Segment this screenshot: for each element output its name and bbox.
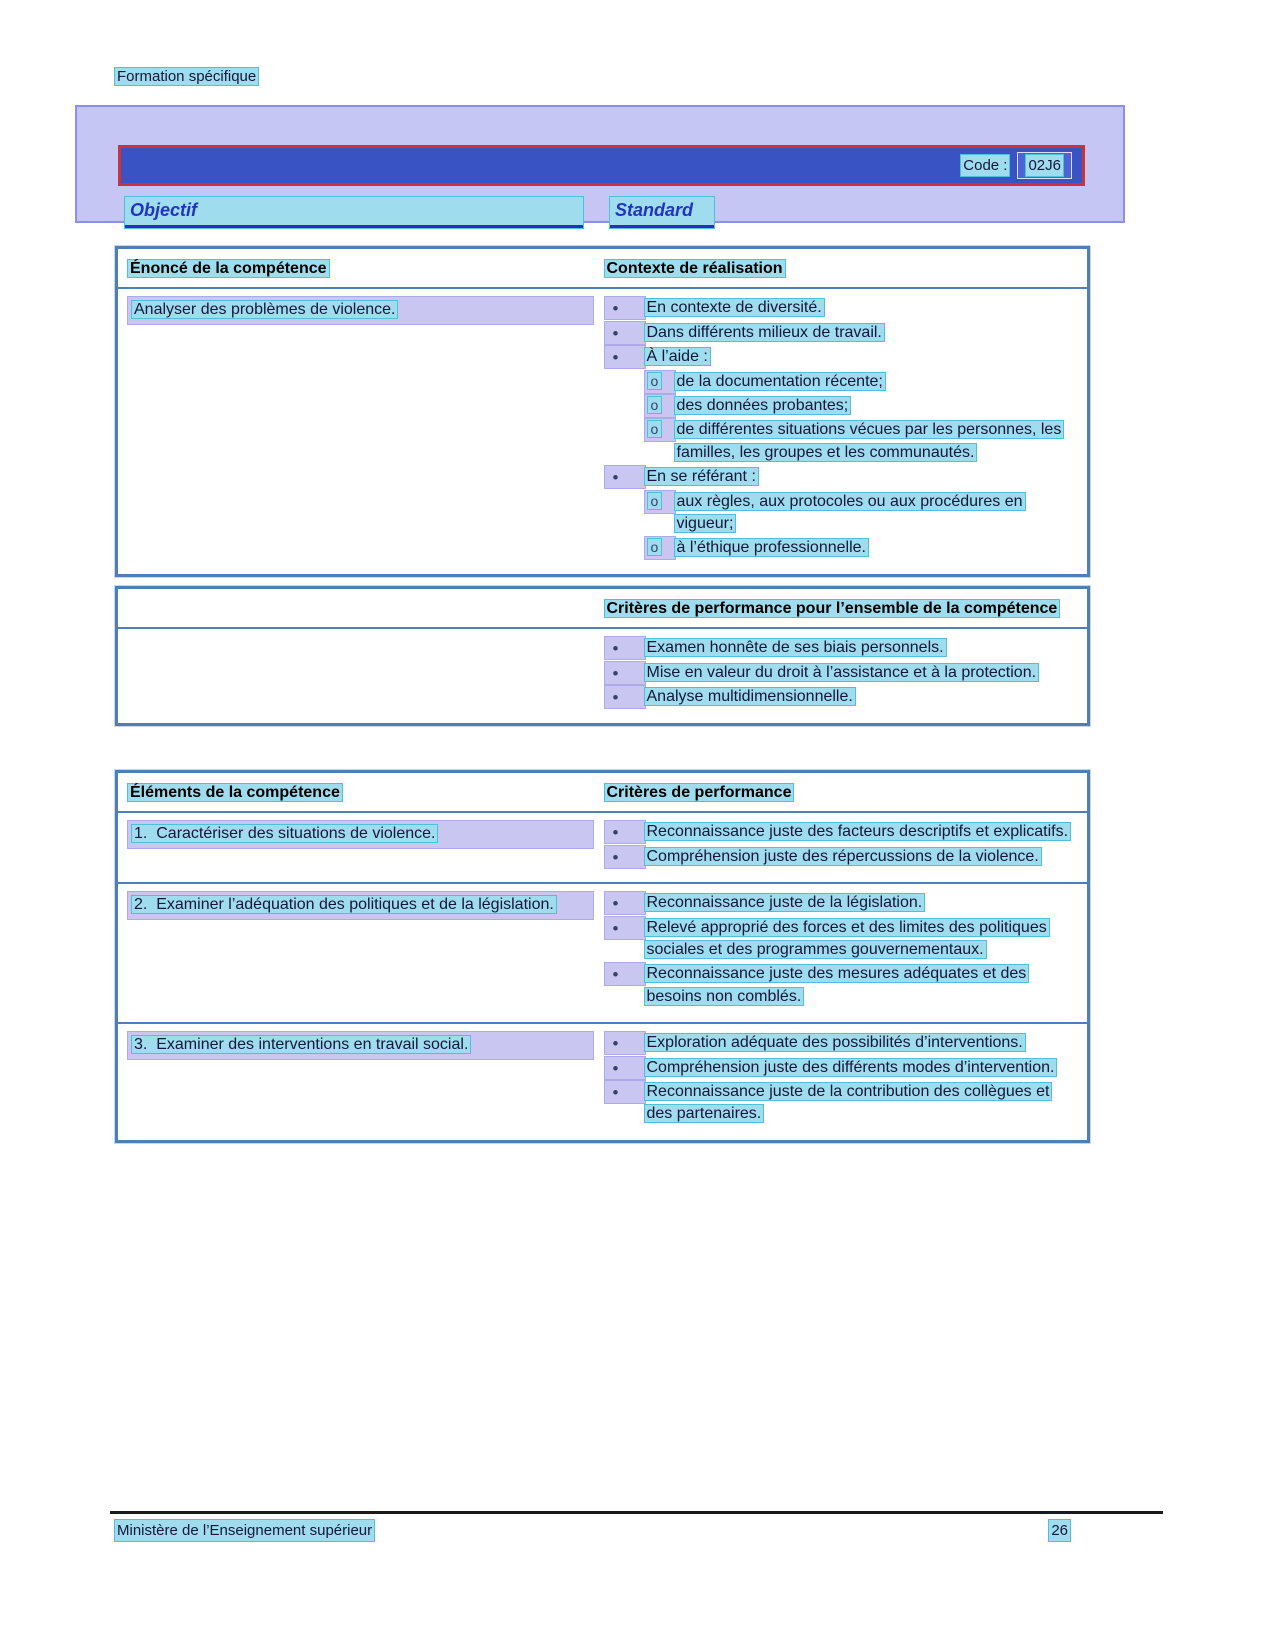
empty-header-cell bbox=[118, 589, 603, 627]
criteria-cell bbox=[603, 813, 1088, 882]
list-item bbox=[605, 846, 1080, 868]
standard-heading: Standard bbox=[610, 197, 714, 228]
circle-bullet-icon bbox=[645, 419, 675, 441]
competence-statement bbox=[128, 297, 593, 323]
column-header-elements: Éléments de la compétence bbox=[130, 784, 340, 801]
element-text: 2. Examiner l’adéquation des politiques et de la législation. bbox=[134, 896, 554, 914]
list-item-text: Relevé approprié des forces et des limites des politiques sociales et des programmes gouvernementaux. bbox=[646, 918, 1047, 958]
list-item-text: Mise en valeur du droit à l’assistance et à la protection. bbox=[646, 663, 1037, 681]
element-row-2 bbox=[118, 882, 1087, 1022]
list-item bbox=[605, 686, 1080, 708]
context-cell bbox=[603, 289, 1088, 573]
code-field bbox=[1017, 152, 1072, 179]
list-item-text: Exploration adéquate des possibilités d’interventions. bbox=[646, 1034, 1023, 1052]
element-text: 3. Examiner des interventions en travail social. bbox=[134, 1036, 469, 1054]
list-item bbox=[605, 322, 1080, 344]
list-item-text: Analyse multidimensionnelle. bbox=[646, 688, 853, 706]
list-item-text: de la documentation récente; bbox=[676, 372, 883, 390]
element-cell bbox=[118, 813, 603, 882]
column-header-criteres-ensemble: Critères de performance pour l’ensemble de la compétence bbox=[606, 600, 1058, 617]
element-statement bbox=[128, 1032, 593, 1058]
circle-bullet-icon bbox=[645, 537, 675, 559]
header-cell bbox=[603, 773, 1088, 811]
objectif-heading: Objectif bbox=[125, 197, 583, 228]
code-bar bbox=[118, 145, 1085, 186]
elements-table-header bbox=[118, 773, 1087, 813]
elements-table bbox=[115, 770, 1090, 1143]
circle-bullet-icon bbox=[645, 491, 675, 513]
sub-list-item bbox=[645, 419, 1080, 464]
list-item-text: Reconnaissance juste des facteurs descriptifs et explicatifs. bbox=[646, 823, 1069, 841]
element-row-3 bbox=[118, 1022, 1087, 1140]
competence-table bbox=[115, 246, 1090, 577]
list-item bbox=[605, 466, 1080, 488]
sub-list-item bbox=[645, 395, 1080, 417]
bullet-icon bbox=[605, 846, 645, 868]
list-item bbox=[605, 821, 1080, 843]
sub-list-item bbox=[645, 491, 1080, 536]
ensemble-table-body bbox=[118, 629, 1087, 722]
ensemble-table-header bbox=[118, 589, 1087, 629]
footer-left-text: Ministère de l’Enseignement supérieur bbox=[117, 1522, 373, 1539]
page-number: 26 bbox=[1051, 1522, 1068, 1539]
competence-table-body bbox=[118, 289, 1087, 573]
list-item-text: Compréhension juste des répercussions de la violence. bbox=[646, 847, 1039, 865]
circle-bullet-icon bbox=[645, 371, 675, 393]
bullet-icon bbox=[605, 466, 645, 488]
bullet-icon bbox=[605, 1081, 645, 1103]
list-item-text: Reconnaissance juste des mesures adéquates et des besoins non comblés. bbox=[646, 965, 1027, 1005]
bullet-icon bbox=[605, 346, 645, 368]
list-item-text: Compréhension juste des différents modes d’intervention. bbox=[646, 1058, 1055, 1076]
bullet-icon bbox=[605, 637, 645, 659]
bullet-icon bbox=[605, 892, 645, 914]
sub-list-item bbox=[645, 537, 1080, 559]
header-cell bbox=[603, 249, 1088, 287]
footer-rule bbox=[110, 1511, 1163, 1514]
list-item bbox=[605, 963, 1080, 1008]
list-item-text: à l’éthique professionnelle. bbox=[676, 539, 866, 557]
header-cell bbox=[603, 589, 1088, 627]
header-banner bbox=[75, 105, 1125, 223]
column-header-contexte: Contexte de réalisation bbox=[606, 260, 783, 277]
statement-cell bbox=[118, 289, 603, 573]
list-item-text: aux règles, aux protocoles ou aux procédures en vigueur; bbox=[676, 492, 1023, 532]
competence-table-header bbox=[118, 249, 1087, 289]
ensemble-table bbox=[115, 586, 1090, 726]
list-item-text: En se référant : bbox=[646, 468, 756, 486]
list-item bbox=[605, 637, 1080, 659]
circle-bullet-icon bbox=[645, 395, 675, 417]
list-item bbox=[605, 1057, 1080, 1079]
column-header-enonce: Énoncé de la compétence bbox=[130, 260, 327, 277]
criteria-cell bbox=[603, 884, 1088, 1022]
bullet-icon bbox=[605, 1032, 645, 1054]
element-row-1 bbox=[118, 813, 1087, 882]
code-value: 02J6 bbox=[1028, 157, 1061, 174]
list-item bbox=[605, 917, 1080, 962]
list-item-text: Examen honnête de ses biais personnels. bbox=[646, 639, 944, 657]
list-item-text: À l’aide : bbox=[646, 348, 708, 366]
bullet-icon bbox=[605, 686, 645, 708]
bullet-icon bbox=[605, 917, 645, 939]
list-item bbox=[605, 346, 1080, 368]
bullet-icon bbox=[605, 662, 645, 684]
list-item bbox=[605, 662, 1080, 684]
element-cell bbox=[118, 1024, 603, 1140]
list-item bbox=[605, 1032, 1080, 1054]
section-label-text: Formation spécifique bbox=[117, 68, 257, 85]
criteria-cell bbox=[603, 1024, 1088, 1140]
list-item-text: Dans différents milieux de travail. bbox=[646, 323, 882, 341]
code-label: Code : bbox=[963, 157, 1008, 174]
bullet-icon bbox=[605, 322, 645, 344]
criteria-cell bbox=[603, 629, 1088, 722]
footer bbox=[115, 1520, 1070, 1541]
list-item-text: Reconnaissance juste de la législation. bbox=[646, 894, 923, 912]
list-item-text: En contexte de diversité. bbox=[646, 299, 822, 317]
competence-statement-text: Analyser des problèmes de violence. bbox=[134, 301, 396, 319]
element-cell bbox=[118, 884, 603, 1022]
bullet-icon bbox=[605, 963, 645, 985]
column-header-criteres: Critères de performance bbox=[606, 784, 792, 801]
list-item bbox=[605, 892, 1080, 914]
list-item bbox=[605, 1081, 1080, 1126]
list-item-text: des données probantes; bbox=[676, 396, 849, 414]
element-statement bbox=[128, 821, 593, 847]
list-item-text: de différentes situations vécues par les personnes, les familles, les groupes et les communautés. bbox=[676, 421, 1062, 461]
bullet-icon bbox=[605, 297, 645, 319]
header-cell bbox=[118, 249, 603, 287]
bullet-icon bbox=[605, 821, 645, 843]
sub-list-item bbox=[645, 371, 1080, 393]
list-item bbox=[605, 297, 1080, 319]
section-label bbox=[115, 66, 258, 87]
bullet-icon bbox=[605, 1057, 645, 1079]
list-item-text: Reconnaissance juste de la contribution des collègues et des partenaires. bbox=[646, 1082, 1050, 1123]
element-text: 1. Caractériser des situations de violence. bbox=[134, 825, 436, 843]
header-cell bbox=[118, 773, 603, 811]
element-statement bbox=[128, 892, 593, 918]
empty-cell bbox=[118, 629, 603, 722]
